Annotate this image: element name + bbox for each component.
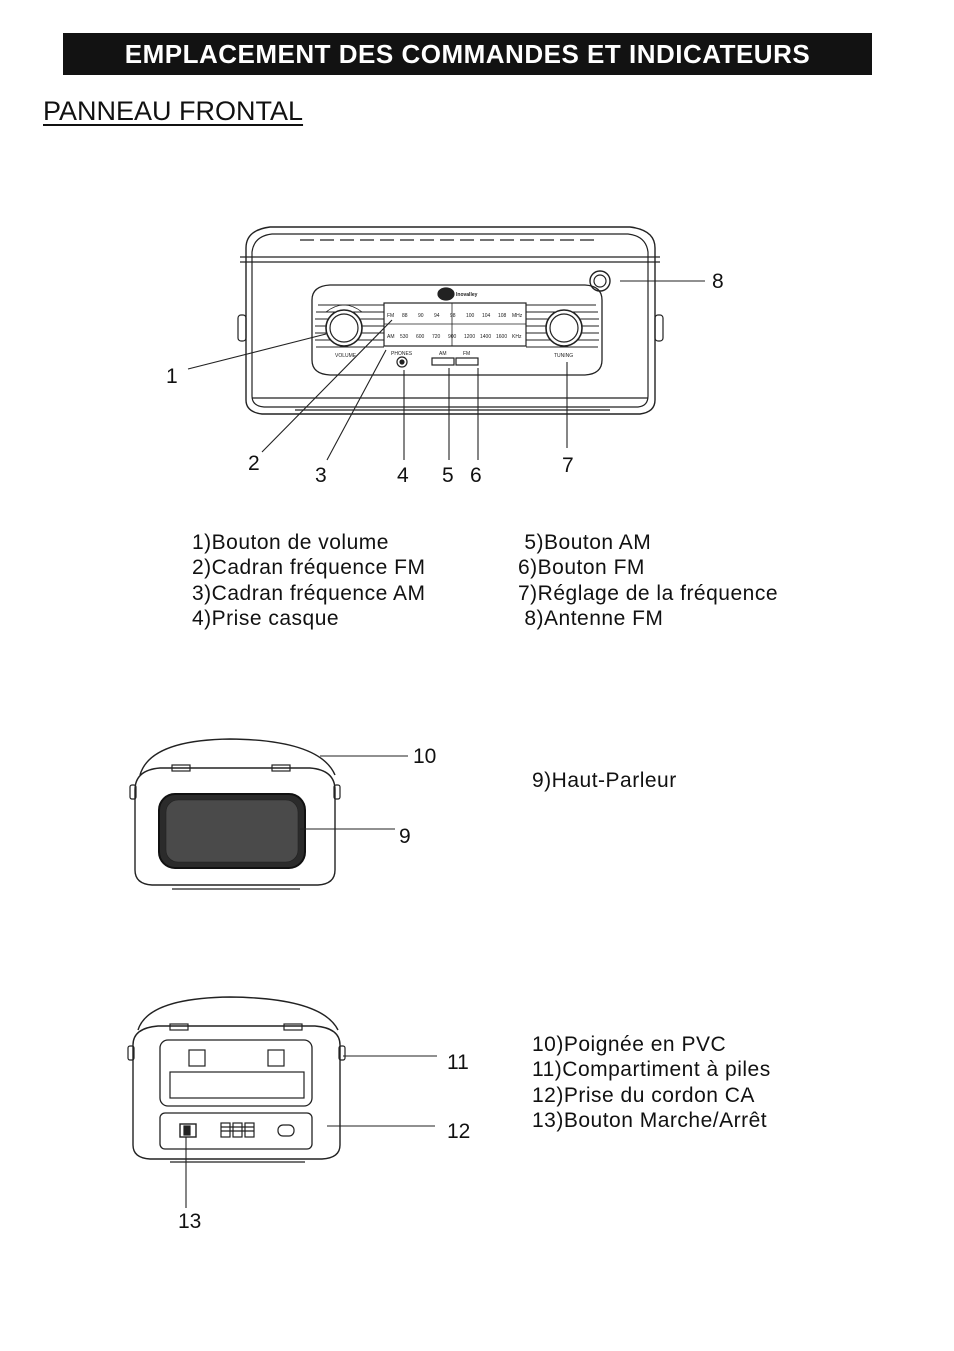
dial-scale-mark: 98 [450,313,456,319]
battery-compartment [160,1040,312,1106]
tuning-label: TUNING [554,353,574,359]
dial-scale-mark: 104 [482,313,491,319]
dial-scale-mark: 94 [434,313,440,319]
legend-item: 7)Réglage de la fréquence [518,581,779,605]
fm-antenna-socket [590,271,610,291]
dial-scale-mark: 88 [402,313,408,319]
legend-item: 10)Poignée en PVC [532,1033,727,1056]
dial-scale-mark: 900 [448,334,457,340]
legend-item: 2)Cadran fréquence FM [192,556,426,580]
am-button-label: AM [439,351,447,357]
brand-badge [438,288,454,300]
callout-2: 2 [248,452,260,475]
callout-5: 5 [442,464,454,487]
legend-item: 8)Antenne FM [518,606,664,630]
battery-clip-right [268,1050,284,1066]
front-right-side-tab [655,315,663,341]
fm-band-label: FM [387,313,395,319]
back-view-top-tab-right [284,1024,302,1030]
fm-button-label: FM [463,351,471,357]
callout-1: 1 [166,365,178,388]
dial-scale-mark: 90 [418,313,424,319]
dial-scale-mark: 100 [466,313,475,319]
callout-13: 13 [178,1210,202,1233]
front-legend-left [192,530,425,631]
rear-vent-slots [221,1123,254,1137]
legend-item: 9)Haut-Parleur [532,769,677,792]
battery-compartment-window [170,1072,304,1098]
speaker-leader-lines [300,756,408,829]
legend-item: 6)Bouton FM [518,556,645,580]
dial-scale-mark: 600 [416,334,425,340]
dial-scale-mark: 720 [432,334,441,340]
speaker-grille-inner [166,800,298,862]
volume-knob [326,310,362,346]
front-legend-right [518,530,778,631]
front-radio-illustration [238,227,663,414]
side-legend [532,768,677,793]
front-left-side-tab [238,315,246,341]
back-view-handle [138,997,338,1030]
back-legend [532,1032,771,1133]
mhz-label: MHz [512,313,523,319]
callout-3: 3 [315,464,327,487]
fm-antenna-socket-inner [594,275,606,287]
back-view-top-tab-left [170,1024,188,1030]
power-switch-toggle [184,1126,190,1135]
ac-cord-socket [278,1125,294,1136]
dial-scale-mark: 1400 [480,334,492,340]
dial-scale-mark: 530 [400,334,409,340]
legend-item: 4)Prise casque [192,606,340,630]
callout-8: 8 [712,270,724,293]
callout-12: 12 [447,1120,471,1143]
speaker-view-illustration [130,739,340,889]
khz-label: KHz [512,334,522,340]
page-header-title: EMPLACEMENT DES COMMANDES ET INDICATEURS [124,38,811,69]
legend-item: 11)Compartiment à piles [532,1058,771,1082]
callout-6: 6 [470,464,482,487]
speaker-view-handle [140,739,335,775]
dial-scale-mark: 1200 [464,334,476,340]
callout-11: 11 [447,1051,469,1074]
dial-scale-mark: 1600 [496,334,508,340]
callout-10-side: 10 [413,745,437,768]
brand-name: Inovalley [456,292,478,298]
am-button [432,358,454,365]
volume-label: VOLUME [335,353,357,359]
dial-scale-mark: 108 [498,313,507,319]
phones-label: PHONES [391,351,413,357]
legend-item: 3)Cadran fréquence AM [192,581,426,605]
legend-item: 5)Bouton AM [518,531,652,554]
battery-clip-left [189,1050,205,1066]
am-band-label: AM [387,334,395,340]
phones-jack-hole [400,360,404,364]
legend-item: 12)Prise du cordon CA [532,1083,755,1107]
callout-9: 9 [399,825,411,848]
callout-4: 4 [397,464,409,487]
callout-7: 7 [562,454,574,477]
back-view-body [133,1026,340,1159]
tuning-knob [546,310,582,346]
legend-item: 13)Bouton Marche/Arrêt [532,1108,768,1132]
back-view-illustration [128,997,345,1162]
fm-button [456,358,478,365]
section-title: PANNEAU FRONTAL [43,96,304,126]
legend-item: 1)Bouton de volume [192,531,389,554]
